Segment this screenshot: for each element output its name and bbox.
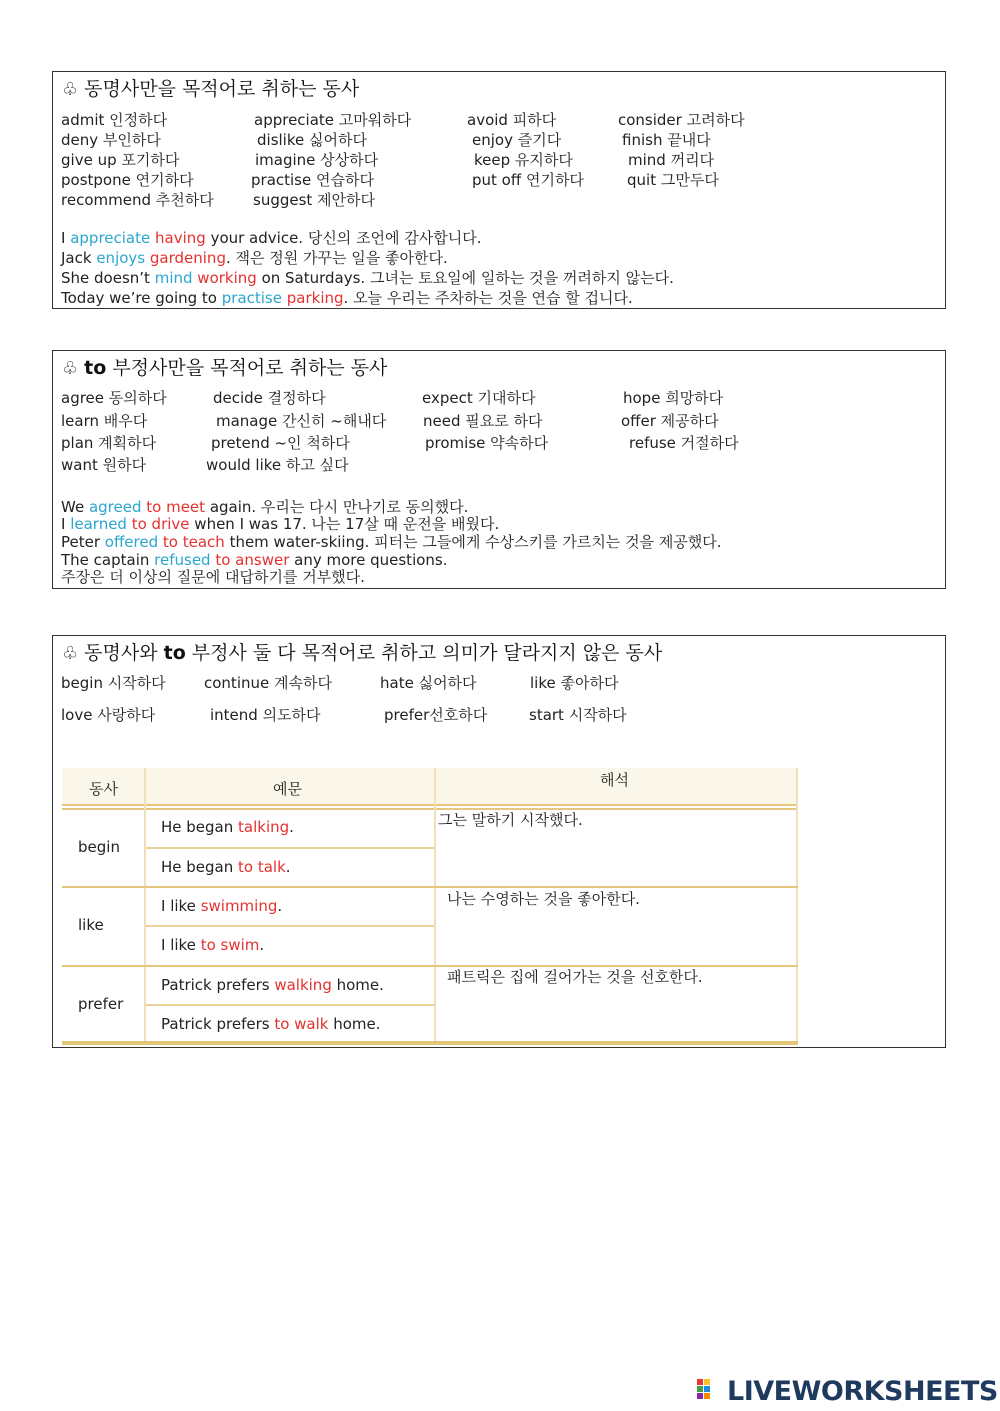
- example-sentence: 주장은 더 이상의 질문에 대답하기를 거부했다.: [61, 568, 365, 586]
- word-item: offer 제공하다: [621, 412, 719, 430]
- word-item: promise 약속하다: [425, 434, 549, 452]
- table-example: Patrick prefers walking home.: [161, 976, 384, 994]
- gerund-only-section: [52, 71, 946, 309]
- word-item: refuse 거절하다: [629, 434, 739, 452]
- table-translation: 나는 수영하는 것을 좋아한다.: [447, 890, 640, 908]
- word-item: consider 고려하다: [618, 111, 745, 129]
- table-example: Patrick prefers to walk home.: [161, 1015, 381, 1033]
- infinitive-only-section: [52, 350, 946, 589]
- table-example: He began talking.: [161, 818, 294, 836]
- word-item: dislike 싫어하다: [257, 131, 367, 149]
- section-title: ♧ 동명사만을 목적어로 취하는 동사: [62, 78, 360, 100]
- word-item: want 원하다: [61, 456, 147, 474]
- table-verb: begin: [78, 838, 120, 856]
- word-item: appreciate 고마워하다: [254, 111, 412, 129]
- example-sentence: Today we’re going to practise parking. 오늘 우리는 주차하는 것을 연습 할 겁니다.: [61, 289, 633, 307]
- word-item: decide 결정하다: [213, 389, 326, 407]
- example-sentence: I appreciate having your advice. 당신의 조언에 감사합니다.: [61, 229, 482, 247]
- example-sentence: Peter offered to teach them water-skiing. 피터는 그들에게 수상스키를 가르치는 것을 제공했다.: [61, 533, 722, 551]
- word-item: hope 희망하다: [623, 389, 724, 407]
- word-item: suggest 제안하다: [253, 191, 376, 209]
- table-translation: 그는 말하기 시작했다.: [438, 811, 583, 829]
- word-item: start 시작하다: [529, 706, 627, 724]
- table-example: I like swimming.: [161, 897, 283, 915]
- club-icon: ♧: [62, 643, 79, 664]
- word-item: imagine 상상하다: [255, 151, 379, 169]
- word-item: intend 의도하다: [210, 706, 321, 724]
- word-item: plan 계획하다: [61, 434, 157, 452]
- example-sentence: She doesn’t mind working on Saturdays. 그녀는 토요일에 일하는 것을 꺼려하지 않는다.: [61, 269, 674, 287]
- word-item: deny 부인하다: [61, 131, 161, 149]
- word-item: hate 싫어하다: [380, 674, 477, 692]
- word-item: pretend ~인 척하다: [211, 434, 350, 452]
- brand-name: LIVEWORKSHEETS: [727, 1376, 998, 1407]
- word-item: learn 배우다: [61, 412, 148, 430]
- word-item: give up 포기하다: [61, 151, 180, 169]
- word-item: continue 계속하다: [204, 674, 332, 692]
- word-item: finish 끝내다: [622, 131, 711, 149]
- word-item: love 사랑하다: [61, 706, 156, 724]
- word-item: postpone 연기하다: [61, 171, 194, 189]
- divider: [146, 925, 434, 927]
- word-item: recommend 추천하다: [61, 191, 214, 209]
- word-item: manage 간신히 ~해내다: [216, 412, 387, 430]
- table-verb: prefer: [78, 995, 124, 1013]
- example-sentence: We agreed to meet again. 우리는 다시 만나기로 동의했다.: [61, 498, 469, 516]
- word-item: enjoy 즐기다: [472, 131, 562, 149]
- divider: [62, 808, 798, 810]
- table-verb: like: [78, 916, 104, 934]
- word-item: prefer선호하다: [384, 706, 488, 724]
- word-item: keep 유지하다: [474, 151, 573, 169]
- word-item: begin 시작하다: [61, 674, 166, 692]
- divider: [146, 1004, 434, 1006]
- club-icon: ♧: [62, 358, 79, 379]
- example-sentence: I learned to drive when I was 17. 나는 17살 때 운전을 배웠다.: [61, 515, 500, 533]
- example-sentence: The captain refused to answer any more questions.: [61, 551, 448, 569]
- word-item: need 필요로 하다: [423, 412, 543, 430]
- table-translation: 패트릭은 집에 걸어가는 것을 선호한다.: [447, 968, 703, 986]
- divider: [434, 768, 436, 1042]
- divider: [144, 768, 146, 1042]
- word-item: would like 하고 싶다: [206, 456, 349, 474]
- liveworksheets-logo-icon: [697, 1378, 723, 1406]
- word-item: expect 기대하다: [422, 389, 536, 407]
- verb-examples-table: [62, 768, 798, 1044]
- header-verb-label: 동사: [89, 780, 118, 798]
- table-example: He began to talk.: [161, 858, 291, 876]
- club-icon: ♧: [62, 79, 79, 100]
- word-item: mind 꺼리다: [628, 151, 715, 169]
- word-item: like 좋아하다: [530, 674, 619, 692]
- header-translation-label: 해석: [600, 771, 629, 789]
- table-bottom-border: [62, 1041, 798, 1045]
- header-example-label: 예문: [273, 780, 302, 798]
- word-item: avoid 피하다: [467, 111, 557, 129]
- word-item: admit 인정하다: [61, 111, 168, 129]
- example-sentence: Jack enjoys gardening. 잭은 정원 가꾸는 일을 좋아한다.: [61, 249, 448, 267]
- word-item: agree 동의하다: [61, 389, 167, 407]
- divider: [146, 847, 434, 849]
- divider: [62, 804, 798, 806]
- divider: [62, 886, 798, 888]
- word-item: practise 연습하다: [251, 171, 374, 189]
- word-item: quit 그만두다: [627, 171, 719, 189]
- section-title: ♧ to 부정사만을 목적어로 취하는 동사: [62, 357, 388, 379]
- word-item: put off 연기하다: [472, 171, 584, 189]
- section-title: ♧ 동명사와 to 부정사 둘 다 목적어로 취하고 의미가 달라지지 않은 동사: [62, 642, 663, 664]
- table-example: I like to swim.: [161, 936, 265, 954]
- divider: [796, 768, 798, 1042]
